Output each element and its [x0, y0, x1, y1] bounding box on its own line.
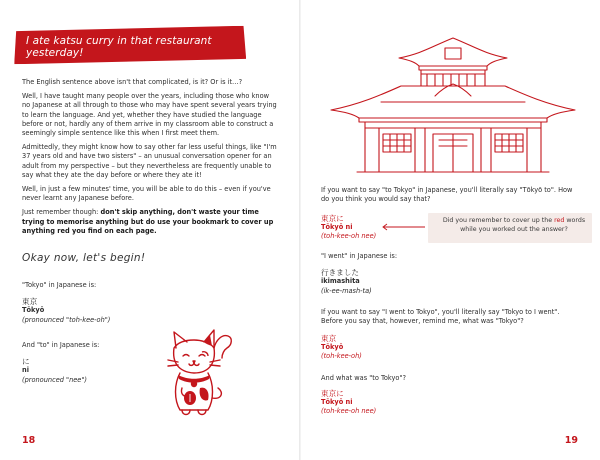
q2-block [321, 308, 583, 326]
right-page [301, 0, 600, 460]
arrow-left-icon [381, 223, 427, 231]
paragraph-5-bold-end: you find on each page. [69, 226, 157, 235]
left-body-text [22, 78, 277, 241]
tokyo-pronunciation: (pronounced "toh-kee-oh") [22, 315, 111, 324]
paragraph-4: Well, in just a few minutes' time, you will be able to do this – even if you've never learnt any Japanese before. [22, 185, 271, 203]
q1-text: If you want to say "to Tokyo" in Japanese, you'll literally say "Tōkyō to". How do you think you would say that? [321, 186, 573, 204]
note-suffix: words while you worked out the answer? [460, 217, 586, 233]
maneki-neko-illustration [160, 318, 240, 428]
went-pronunciation: (ik-ee-mash-ta) [321, 286, 372, 295]
tokyo-japanese: 東京 [22, 297, 38, 307]
tokyo-intro: "Tokyo" in Japanese is: [22, 281, 97, 289]
a1-pronunciation: (toh-kee-oh nee) [321, 232, 377, 241]
to-romaji: ni [22, 366, 29, 375]
a1-japanese: 東京に [321, 214, 344, 223]
paragraph-5-red: red [57, 226, 70, 235]
right-page-number: 19 [564, 435, 578, 446]
a2-japanese: 東京 [321, 334, 337, 343]
a3-japanese: 東京に [321, 389, 344, 398]
a2-block [321, 334, 421, 362]
a1-romaji: Tōkyō ni [321, 223, 353, 232]
note-prefix: Did you remember to cover up the [442, 217, 555, 224]
q2-text: If you want to say "I went to Tokyo", you'll literally say "Tokyo to I went". Before you say that, however, remind me, what was "Tokyo"? [321, 308, 560, 326]
a3-pronunciation: (toh-kee-oh nee) [321, 407, 377, 416]
went-block [321, 252, 521, 296]
paragraph-5 [22, 208, 277, 236]
a2-romaji: Tōkyō [321, 343, 344, 352]
a3-block [321, 389, 421, 417]
to-japanese: に [22, 357, 30, 367]
a2-pronunciation: (toh-kee-oh) [321, 352, 362, 361]
left-page-number: 18 [22, 435, 36, 446]
went-intro: "I went" in Japanese is: [321, 252, 398, 260]
left-page [0, 0, 299, 460]
script-heading: Okay now, let's begin! [22, 252, 146, 264]
to-intro: And "to" in Japanese is: [22, 341, 100, 349]
paragraph-2: Well, I have taught many people over the years, including those who know no Japanese at all through to those who may have spent several years trying to learn the language. And yet, whether they have studied the language before or not, hardly any of them arrive in my classroom able to construct a seemingly simple sentence like this when I first meet them. [22, 92, 277, 138]
went-romaji: ikimashita [321, 277, 360, 286]
tokyo-block [22, 281, 162, 325]
paragraph-5-bold: don't skip anything, don't waste your time trying to memorise anything but do use your bookmark to cover up anything [22, 208, 274, 235]
paragraph-3: Admittedly, they might know how to say other far less useful things, like "I'm 37 years old and have two sisters" – an unusual conversation opener for an adult from my perspective – but they nevertheless are frequently unable to say what they ate the day before or where they ate it! [22, 143, 277, 179]
went-japanese: 行きました [321, 268, 359, 278]
to-block [22, 341, 162, 385]
q3-text: And what was "to Tokyo"? [321, 374, 406, 382]
to-pronunciation: (pronounced "nee") [22, 375, 87, 384]
q3-block [321, 374, 521, 383]
temple-illustration [321, 36, 586, 176]
tokyo-romaji: Tōkyō [22, 306, 45, 315]
reminder-note-text [439, 217, 589, 234]
q1-block [321, 186, 581, 204]
intro-paragraph: The English sentence above isn't that complicated, is it? Or is it…? [22, 78, 243, 86]
note-red: red [554, 217, 565, 224]
paragraph-5-prefix: Just remember though: [22, 208, 101, 217]
banner-title: I ate katsu curry in that restaurant yesterday! [26, 35, 212, 59]
a3-romaji: Tōkyō ni [321, 398, 353, 407]
